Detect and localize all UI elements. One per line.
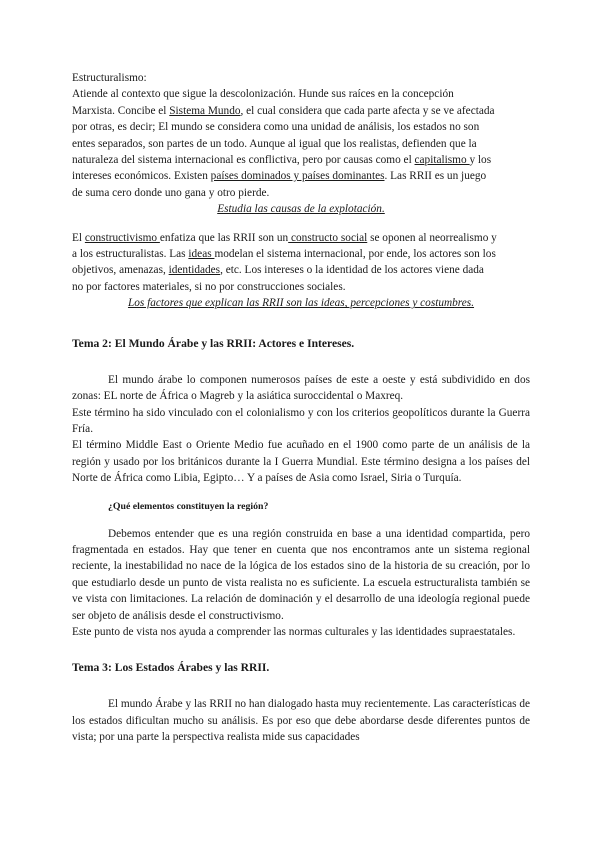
underlined-term: países dominados y países dominantes [210, 170, 385, 183]
text-line: a los estructuralistas. Las ideas modelan el sistema internacional, por ende, los actores son los [72, 248, 496, 261]
underlined-term: ideas [188, 248, 215, 261]
text-line: de suma cero donde uno gana y otro pierde. [72, 186, 270, 199]
section-constructivism [72, 230, 530, 312]
heading-tema-3: Tema 3: Los Estados Árabes y las RRII. [72, 661, 270, 675]
underlined-term: capitalismo [414, 154, 470, 167]
paragraph: Este término ha sido vinculado con el colonialismo y con los criterios geopolíticos durante la Guerra Fría. [72, 406, 530, 435]
paragraph: El mundo Árabe y las RRII no han dialogado hasta muy recientemente. Las características de los estados dificultan mucho su análisis. Es por eso que debe abordarse desde diferentes puntos de vista; por una parte la perspectiva realista mide sus capacidades [72, 698, 530, 744]
heading-tema-2: Tema 2: El Mundo Árabe y las RRII: Actores e Intereses. [72, 336, 355, 350]
emphasis-line: Estudia las causas de la explotación. [217, 203, 385, 216]
text-line: entes separados, son partes de un todo. Aunque al igual que los realistas, defienden que la [72, 137, 477, 150]
text-line: naturaleza del sistema internacional es conflictiva, pero por causas como el capitalismo y los [72, 154, 492, 167]
paragraph: Este punto de vista nos ayuda a comprender las normas culturales y las identidades supraestatales. [72, 625, 516, 638]
document-page [72, 70, 530, 746]
paragraph: Debemos entender que es una región construida en base a una identidad compartida, pero fragmentada en estados. Hay que tener en cuenta que nos encontramos ante un sistema regional reciente, la inestabilidad no nace de la lógica de los estados sino de la historia de su creación, por lo que estudiarlo desde un punto de vista realista no es suficiente. La escuela estructuralista también se ve vista con limitaciones. La relación de dominación y el desarrollo de una ideología regional puede ser objeto de análisis desde el constructivismo. [72, 527, 530, 622]
text-line: objetivos, amenazas, identidades, etc. Los intereses o la identidad de los actores viene dada [72, 264, 484, 277]
text-line: intereses económicos. Existen países dominados y países dominantes. Las RRII es un juego [72, 170, 487, 183]
paragraph: El término Middle East o Oriente Medio fue acuñado en el 1900 como parte de un análisis de la región y usado por los británicos durante la I Guerra Mundial. Este término designa a los países del Norte de África como Libia, Egipto… Y a países de Asia como Israel, Siria o Turquía. [72, 439, 530, 485]
emphasis-line: Los factores que explican las RRII son las ideas, percepciones y costumbres. [127, 297, 475, 310]
subheading-question: ¿Qué elementos constituyen la región? [108, 500, 269, 512]
section-title: Estructuralismo: [72, 72, 147, 84]
paragraph: El mundo árabe lo componen numerosos países de este a oeste y está subdividido en dos zonas: EL norte de África o Magreb y la asiática suroccidental o Maxreq. [72, 373, 530, 403]
text-line: Atiende al contexto que sigue la descolonización. Hunde sus raíces en la concepción [72, 88, 454, 101]
underlined-term: identidades [168, 264, 221, 277]
text-line: El constructivismo enfatiza que las RRII son un constructo social se oponen al neorrealismo y [72, 231, 497, 244]
text-line: por otras, es decir; El mundo se considera como una unidad de análisis, los estados no son [72, 121, 480, 134]
underlined-term: constructivismo [84, 231, 160, 244]
section-structuralism [72, 70, 530, 218]
underlined-term: Sistema Mundo [169, 104, 241, 117]
text-line: Marxista. Concibe el Sistema Mundo, el cual considera que cada parte afecta y se ve afectada [72, 104, 495, 117]
underlined-term: constructo social [288, 231, 368, 244]
text-line: no por factores materiales, si no por construcciones sociales. [72, 280, 346, 293]
